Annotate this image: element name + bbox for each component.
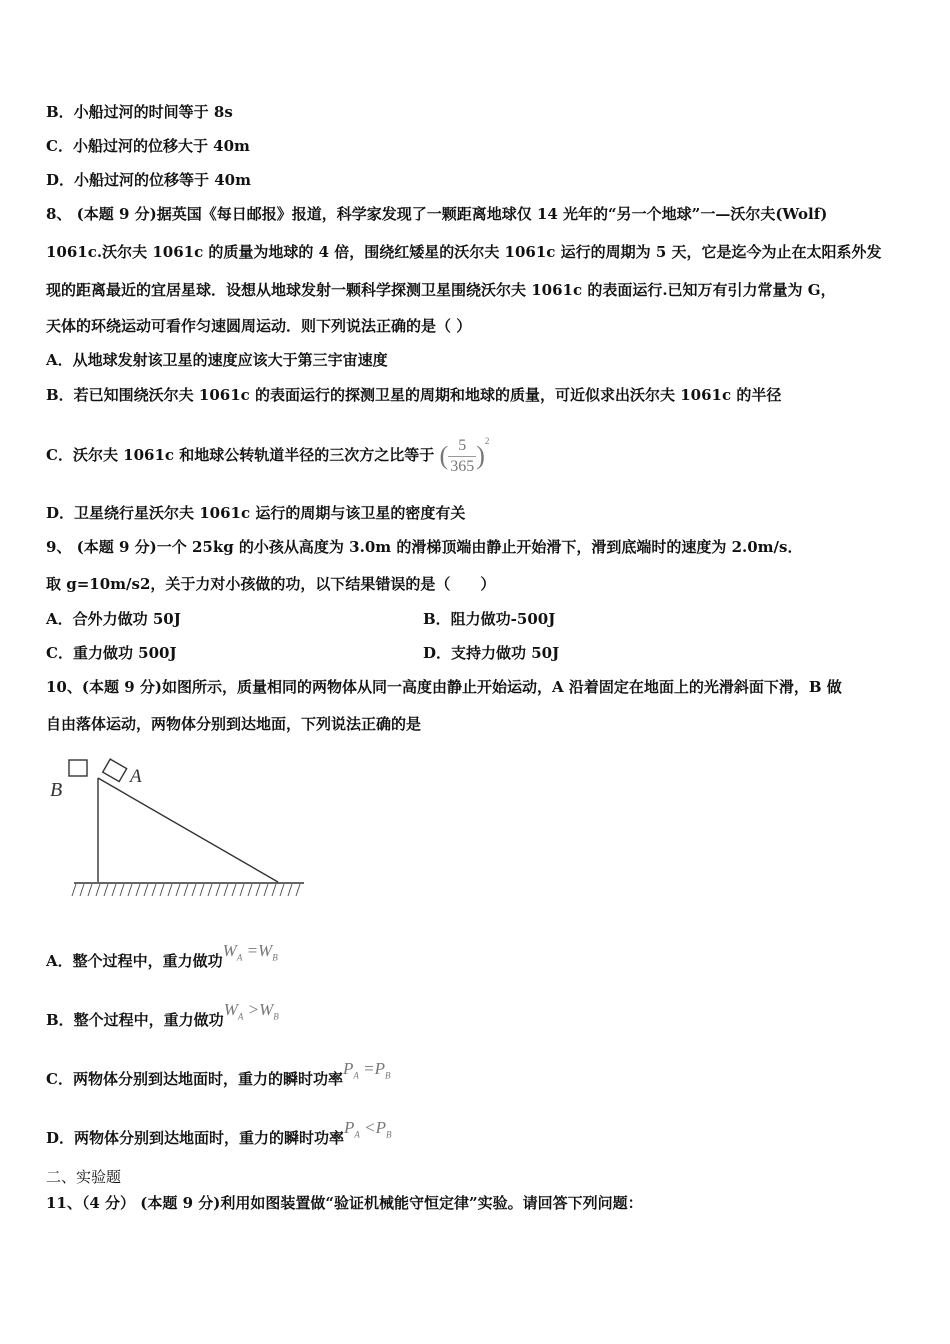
q10-option-b bbox=[46, 995, 279, 1035]
q10-option-d-formula: $P_A <P_B$ bbox=[344, 1118, 392, 1140]
formula-denominator: 365 bbox=[450, 457, 475, 475]
q8-option-b: B．若已知围绕沃尔夫 1061c 的表面运行的探测卫星的周期和地球的质量，可近似求出沃尔夫 1061c 的半径 bbox=[46, 386, 782, 404]
q10-option-c-formula: $P_A =P_B$ bbox=[342, 1059, 391, 1081]
q10-option-a bbox=[46, 936, 278, 976]
q8-option-c-text: C．沃尔夫 1061c 和地球公转轨道半径的三次方之比等于 bbox=[46, 446, 435, 464]
q9-stem-line-1: 9、 (本题 9 分)一个 25kg 的小孩从高度为 3.0m 的滑梯顶端由静止开始滑下，滑到底端时的速度为 2.0m/s． bbox=[46, 538, 803, 556]
q9-stem-line-2: 取 g=10m/s2，关于力对小孩做的功，以下结果错误的是（ ） bbox=[46, 575, 496, 593]
block-b bbox=[69, 760, 87, 776]
formula-numerator: 5 bbox=[448, 436, 476, 457]
q8-option-d: D．卫星绕行星沃尔夫 1061c 运行的周期与该卫星的密度有关 bbox=[46, 504, 466, 522]
q8-option-c bbox=[46, 420, 489, 477]
ground-hatching bbox=[72, 884, 300, 896]
q8-stem-line-3: 现的距离最近的宜居星球．设想从地球发射一颗科学探测卫星围绕沃尔夫 1061c 的表面运行.已知万有引力常量为 G， bbox=[46, 281, 836, 299]
q8-stem-line-4: 天体的环绕运动可看作匀速圆周运动．则下列说法正确的是（ ） bbox=[46, 317, 472, 335]
q11-stem: 11、（4 分） (本题 9 分)利用如图装置做“验证机械能守恒定律”实验。请回答下列问题： bbox=[46, 1194, 643, 1212]
q9-option-c: C．重力做功 500J bbox=[46, 644, 177, 662]
label-b: B bbox=[50, 779, 63, 801]
q8-option-a: A．从地球发射该卫星的速度应该大于第三宇宙速度 bbox=[46, 351, 388, 369]
q10-stem-line-1: 10、(本题 9 分)如图所示，质量相同的两物体从同一高度由静止开始运动，A 沿着固定在地面上的光滑斜面下滑，B 做 bbox=[46, 678, 842, 696]
incline-figure bbox=[46, 752, 308, 904]
formula-exponent: 2 bbox=[484, 436, 490, 446]
q10-option-b-text: B．整个过程中，重力做功 bbox=[46, 1011, 224, 1029]
q9-option-a: A．合外力做功 50J bbox=[46, 610, 181, 628]
q10-option-d-text: D．两物体分别到达地面时，重力的瞬时功率 bbox=[46, 1129, 345, 1147]
q9-option-d: D．支持力做功 50J bbox=[423, 644, 560, 662]
formula-fraction bbox=[448, 436, 476, 477]
q10-option-b-formula: $W_A >W_B$ bbox=[223, 1000, 279, 1022]
q10-option-c-text: C．两物体分别到达地面时，重力的瞬时功率 bbox=[46, 1070, 343, 1088]
section-heading: 二、实验题 bbox=[46, 1168, 122, 1186]
q10-option-c bbox=[46, 1054, 390, 1094]
q8-stem-line-1: 8、 (本题 9 分)据英国《每日邮报》报道，科学家发现了一颗距离地球仅 14 光年的“另一个地球”一—沃尔夫(Wolf) bbox=[46, 205, 828, 223]
q9-option-row-2 bbox=[46, 643, 560, 663]
formula-open-paren: ( bbox=[439, 441, 449, 470]
q10-option-d bbox=[46, 1113, 392, 1153]
q8-stem-line-2: 1061c.沃尔夫 1061c 的质量为地球的 4 倍，围绕红矮星的沃尔夫 1061c 运行的周期为 5 天，它是迄今为止在太阳系外发 bbox=[46, 243, 882, 261]
q8-option-c-formula bbox=[439, 436, 490, 475]
formula-close-paren: ) bbox=[476, 441, 485, 470]
q7-option-d: D．小船过河的位移等于 40m bbox=[46, 171, 251, 189]
q10-option-a-formula: $W_A =W_B$ bbox=[222, 941, 278, 963]
q10-option-a-text: A．整个过程中，重力做功 bbox=[46, 952, 223, 970]
q9-option-row-1 bbox=[46, 609, 556, 629]
q10-stem-line-2: 自由落体运动，两物体分别到达地面，下列说法正确的是 bbox=[46, 715, 422, 733]
q7-option-c: C．小船过河的位移大于 40m bbox=[46, 137, 250, 155]
q9-option-b: B．阻力做功-500J bbox=[423, 610, 556, 628]
label-a: A bbox=[130, 766, 142, 787]
incline-slope bbox=[98, 778, 278, 882]
block-a bbox=[103, 759, 127, 781]
q7-option-b: B．小船过河的时间等于 8s bbox=[46, 103, 233, 121]
